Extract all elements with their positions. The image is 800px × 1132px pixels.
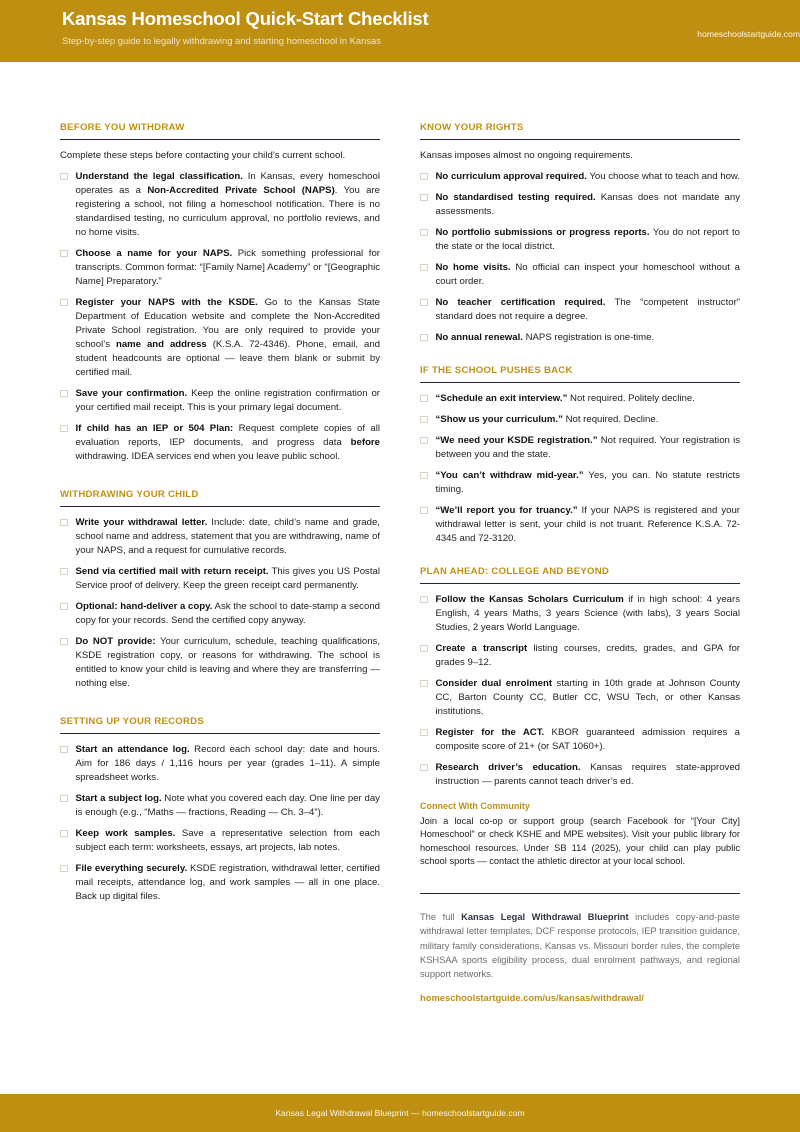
checklist-item-lead: No annual renewal. bbox=[435, 331, 523, 343]
checklist-item-text bbox=[436, 191, 741, 219]
right-column bbox=[420, 122, 740, 1003]
section-plan-ahead bbox=[420, 566, 740, 869]
checkbox-icon[interactable] bbox=[420, 645, 428, 653]
checklist-item[interactable] bbox=[60, 862, 380, 904]
section-if-the-school-pushes-back bbox=[420, 365, 740, 546]
checklist-item-text bbox=[436, 642, 741, 670]
checklist-item[interactable] bbox=[420, 261, 740, 289]
checklist-item[interactable] bbox=[420, 296, 740, 324]
checklist-item-text bbox=[436, 226, 741, 254]
checklist-item[interactable] bbox=[420, 761, 740, 789]
checkbox-icon[interactable] bbox=[60, 568, 68, 576]
checklist-item-text bbox=[76, 516, 381, 558]
checklist-item-lead: Choose a name for your NAPS. bbox=[75, 247, 233, 259]
header-site-url: homeschoolstartguide.com bbox=[697, 29, 800, 39]
checklist-item-body: Note what you covered each day. One line per day is enough (e.g., “Maths — fractions, Reading — Ch. 3–4”). bbox=[75, 792, 380, 818]
checklist-item-body: Ask the school to date-stamp a second copy for your records. Send the certified copy anyway. bbox=[75, 600, 380, 626]
spacer bbox=[420, 352, 740, 365]
checklist-item-text bbox=[436, 469, 741, 497]
checklist-item-lead: “Schedule an exit interview.” bbox=[435, 392, 568, 404]
checklist-item-body: KSDE registration, withdrawal letter, certified mail receipts, attendance log, and work samples — all in one place. Back up digital files. bbox=[75, 862, 380, 902]
left-column bbox=[60, 122, 380, 1003]
checklist-item-body: This gives you US Postal Service proof of delivery. Keep the green receipt card permanently. bbox=[75, 565, 380, 591]
checklist-item-lead: Register your NAPS with the KSDE. bbox=[75, 296, 258, 308]
checklist-item-lead: Keep work samples. bbox=[75, 827, 176, 839]
checkbox-icon[interactable] bbox=[420, 395, 428, 403]
closing-pre: The full bbox=[420, 911, 462, 922]
checklist-item-lead: Understand the legal classification. bbox=[75, 170, 243, 182]
checklist-item-lead: Start a subject log. bbox=[75, 792, 162, 804]
checklist bbox=[420, 392, 740, 546]
checklist-item-lead: Research driver’s education. bbox=[435, 761, 581, 773]
checkbox-icon[interactable] bbox=[60, 250, 68, 258]
checklist-item-lead: No home visits. bbox=[435, 261, 511, 273]
checklist-item[interactable] bbox=[420, 593, 740, 635]
checkbox-icon[interactable] bbox=[420, 229, 428, 237]
checklist-item-body: Go to the Kansas State Department of Education website and complete the Non-Accredited Private School registration. You are only required to provide your school’s bbox=[75, 296, 380, 350]
checklist-item-body: Yes, you can. No statute restricts timing. bbox=[435, 469, 740, 495]
checkbox-icon[interactable] bbox=[420, 194, 428, 202]
checklist-item-text bbox=[76, 635, 381, 691]
checklist-item-lead-2: Non-Accredited Private School (NAPS) bbox=[147, 184, 335, 196]
checklist-item-text bbox=[436, 504, 741, 546]
checklist-item-body: No official can inspect your homeschool without a court order. bbox=[435, 261, 740, 287]
checkbox-icon[interactable] bbox=[60, 746, 68, 754]
checklist-item[interactable] bbox=[420, 726, 740, 754]
checklist-item-lead: No teacher certification required. bbox=[435, 296, 606, 308]
checklist-item-body: Not required. Decline. bbox=[562, 413, 659, 425]
footer-text: Kansas Legal Withdrawal Blueprint — homeschoolstartguide.com bbox=[275, 1108, 525, 1118]
checkbox-icon[interactable] bbox=[60, 795, 68, 803]
page-footer bbox=[0, 1094, 800, 1132]
spacer bbox=[60, 698, 380, 716]
checklist-item-body: Your curriculum, schedule, teaching qualifications, KSDE registration copy, or reasons for withdrawing. The school is entitled to know your child is leaving and where they are transferring — nothing else. bbox=[75, 635, 381, 689]
section-intro: Kansas imposes almost no ongoing requirements. bbox=[420, 150, 633, 161]
checkbox-icon[interactable] bbox=[420, 680, 428, 688]
spacer bbox=[420, 553, 740, 566]
checklist-item-lead: Save your confirmation. bbox=[75, 387, 188, 399]
closing-paragraph bbox=[420, 910, 740, 982]
section-heading: KNOW YOUR RIGHTS bbox=[420, 122, 524, 133]
checklist-item-lead-2: before bbox=[350, 436, 380, 448]
checklist-item[interactable] bbox=[420, 642, 740, 670]
checkbox-icon[interactable] bbox=[420, 764, 428, 772]
checklist-item-body: Not required. Your registration is between you and the state. bbox=[435, 434, 741, 460]
checklist-item-text bbox=[436, 434, 741, 462]
section-setting-up-your-records bbox=[60, 716, 380, 904]
closing-divider bbox=[420, 893, 740, 894]
checklist-item-text bbox=[76, 827, 381, 855]
section-divider bbox=[60, 506, 380, 507]
checklist-item[interactable] bbox=[420, 469, 740, 497]
closing-bold: Kansas Legal Withdrawal Blueprint bbox=[461, 911, 629, 922]
checkbox-icon[interactable] bbox=[420, 437, 428, 445]
checkbox-icon[interactable] bbox=[60, 830, 68, 838]
checklist-item-body: Keep the online registration confirmation or your certified mail receipt. This is your primary legal document. bbox=[75, 387, 380, 413]
checkbox-icon[interactable] bbox=[60, 603, 68, 611]
section-know-your-rights bbox=[420, 122, 740, 345]
checklist bbox=[60, 170, 380, 464]
checklist-item[interactable] bbox=[420, 434, 740, 462]
checklist-item-body: if in high school: 4 years English, 4 years Maths, 3 years Science (with labs), 3 years Social Studies, 2 years World Language. bbox=[435, 593, 740, 633]
checklist-item-text bbox=[436, 170, 741, 184]
section-divider bbox=[60, 139, 380, 140]
page-title: Kansas Homeschool Quick-Start Checklist bbox=[62, 8, 429, 29]
checkbox-icon[interactable] bbox=[60, 390, 68, 398]
checkbox-icon[interactable] bbox=[420, 334, 428, 342]
checklist-item-lead: Optional: hand-deliver a copy. bbox=[75, 600, 213, 612]
checklist-item-body: Not required. Politely decline. bbox=[567, 392, 695, 404]
checklist-item[interactable] bbox=[60, 296, 380, 380]
checklist-item-text bbox=[76, 387, 381, 415]
checklist-item-lead: Write your withdrawal letter. bbox=[75, 516, 208, 528]
subsection-heading: Connect With Community bbox=[420, 800, 530, 811]
checkbox-icon[interactable] bbox=[60, 519, 68, 527]
checklist-item-lead: Register for the ACT. bbox=[435, 726, 545, 738]
checklist-item[interactable] bbox=[60, 422, 380, 464]
checklist-item-body: Kansas requires state-approved instruction — parents cannot teach driver’s ed. bbox=[435, 761, 741, 787]
checkbox-icon[interactable] bbox=[420, 507, 428, 515]
checklist-item[interactable] bbox=[420, 392, 740, 406]
checklist-item-body: If your NAPS is registered and your withdrawal letter is sent, your child is not truant. Reference K.S.A. 72-4345 and 72-3120. bbox=[435, 504, 740, 544]
checklist-item[interactable] bbox=[60, 516, 380, 558]
checklist-item-text bbox=[76, 600, 381, 628]
checklist-item-text bbox=[436, 593, 741, 635]
checklist-item[interactable] bbox=[60, 600, 380, 628]
checklist-item-lead: Do NOT provide: bbox=[75, 635, 156, 647]
checkbox-icon[interactable] bbox=[420, 416, 428, 424]
checklist-item[interactable] bbox=[60, 247, 380, 289]
checklist-item-lead: “Show us your curriculum.” bbox=[435, 413, 563, 425]
checklist-item-lead: No curriculum approval required. bbox=[435, 170, 587, 182]
spacer bbox=[60, 471, 380, 489]
checklist-item-text bbox=[436, 677, 741, 719]
checkbox-icon[interactable] bbox=[420, 729, 428, 737]
checklist-item-lead: Send via certified mail with return receipt. bbox=[75, 565, 269, 577]
checklist-item-body: In Kansas, every homeschool operates as a bbox=[75, 170, 380, 196]
checklist-item-text bbox=[436, 331, 741, 345]
checklist bbox=[420, 593, 740, 789]
checklist-item[interactable] bbox=[60, 827, 380, 855]
section-before-you-withdraw bbox=[60, 122, 380, 464]
checklist-item-body: Save a representative selection from each subject each term: worksheets, essays, art projects, lab notes. bbox=[75, 827, 380, 853]
checklist-item-lead: No portfolio submissions or progress reports. bbox=[435, 226, 650, 238]
checklist-item-lead: Follow the Kansas Scholars Curriculum bbox=[435, 593, 624, 605]
checklist-item-body: Kansas does not mandate any assessments. bbox=[435, 191, 740, 217]
checklist-item-body-2: (K.S.A. 72-4346). Phone, email, and student headcounts are optional — leave them blank or submit by certified mail. bbox=[75, 338, 381, 378]
page-header bbox=[0, 0, 800, 62]
checklist-item-text bbox=[76, 565, 381, 593]
checklist-item-text bbox=[76, 743, 381, 785]
checklist-item[interactable] bbox=[60, 743, 380, 785]
checklist-item-text bbox=[436, 261, 741, 289]
checkbox-icon[interactable] bbox=[420, 173, 428, 181]
checklist-item-lead: “You can’t withdraw mid-year.” bbox=[435, 469, 584, 481]
subsection-paragraph: Join a local co-op or support group (search Facebook for “[Your City] Homeschool” or check KSHE and MPE websites). Visit your public library for homeschool resources. Under SB 114 (2025), your child can play public school sports — contact the athletic director at your local school. bbox=[420, 815, 740, 867]
checklist-item-lead-2: name and address bbox=[115, 338, 207, 350]
checklist-item-lead: Consider dual enrolment bbox=[435, 677, 553, 689]
checklist-item[interactable] bbox=[420, 170, 740, 184]
checkbox-icon[interactable] bbox=[420, 299, 428, 307]
checklist-item[interactable] bbox=[60, 170, 380, 240]
checklist-item-body: Request complete copies of all evaluation reports, IEP documents, and progress data bbox=[75, 422, 380, 448]
checklist-item[interactable] bbox=[420, 226, 740, 254]
checklist-item-body: You do not report to the state or the local district. bbox=[435, 226, 740, 252]
checklist-item-text bbox=[436, 392, 741, 406]
checklist bbox=[420, 170, 740, 345]
checklist-item-lead: “We’ll report you for truancy.” bbox=[435, 504, 578, 516]
section-intro: Complete these steps before contacting your child’s current school. bbox=[60, 150, 346, 161]
checklist-item-body: NAPS registration is one-time. bbox=[522, 331, 655, 343]
section-divider bbox=[420, 382, 740, 383]
checklist-item-body: listing courses, credits, grades, and GPA for grades 9–12. bbox=[435, 642, 740, 668]
checkbox-icon[interactable] bbox=[60, 425, 68, 433]
checklist-item-text bbox=[436, 761, 741, 789]
checklist-item-lead: If child has an IEP or 504 Plan: bbox=[75, 422, 234, 434]
checklist-item-lead: Start an attendance log. bbox=[75, 743, 190, 755]
closing-link[interactable]: homeschoolstartguide.com/us/kansas/withdrawal/ bbox=[420, 991, 645, 1003]
checkbox-icon[interactable] bbox=[60, 173, 68, 181]
section-withdrawing-your-child bbox=[60, 489, 380, 691]
section-divider bbox=[420, 583, 740, 584]
checklist-item-body: KBOR guaranteed admission requires a composite score of 21+ (or SAT 1060+). bbox=[435, 726, 740, 752]
checkbox-icon[interactable] bbox=[60, 638, 68, 646]
section-heading: SETTING UP YOUR RECORDS bbox=[60, 715, 204, 727]
section-heading: BEFORE YOU WITHDRAW bbox=[60, 122, 185, 133]
header-inner bbox=[62, 8, 750, 46]
checklist bbox=[60, 516, 380, 691]
checkbox-icon[interactable] bbox=[420, 596, 428, 604]
checklist-item-body: Record each school day: date and hours. Aim for 186 days / 1,116 hours per year (grades 1–11). A simple spreadsheet works. bbox=[75, 743, 380, 783]
section-heading: WITHDRAWING YOUR CHILD bbox=[60, 488, 199, 500]
checklist-item-text bbox=[76, 170, 381, 240]
checkbox-icon[interactable] bbox=[60, 299, 68, 307]
checklist-item-lead: No standardised testing required. bbox=[435, 191, 596, 203]
checklist-item[interactable] bbox=[420, 413, 740, 427]
checklist-item[interactable] bbox=[60, 565, 380, 593]
checklist-item-body: You choose what to teach and how. bbox=[586, 170, 740, 182]
checklist-item[interactable] bbox=[420, 331, 740, 345]
checklist-item-body: The “competent instructor” standard does not require a degree. bbox=[435, 296, 740, 322]
checklist-item[interactable] bbox=[60, 635, 380, 691]
checklist-item-lead: “We need your KSDE registration.” bbox=[435, 434, 598, 446]
section-heading: IF THE SCHOOL PUSHES BACK bbox=[420, 364, 573, 376]
page-body bbox=[0, 62, 800, 1003]
checklist-item-text bbox=[76, 296, 381, 380]
checklist-item[interactable] bbox=[60, 792, 380, 820]
checklist-item-lead: File everything securely. bbox=[75, 862, 188, 874]
checklist-item[interactable] bbox=[420, 677, 740, 719]
checklist-item-text bbox=[76, 247, 381, 289]
checklist-item-body-2: withdrawing. IDEA services end when you leave public school. bbox=[75, 450, 341, 462]
checklist-item-text bbox=[76, 422, 381, 464]
page-subtitle: Step-by-step guide to legally withdrawing and starting homeschool in Kansas bbox=[62, 35, 381, 47]
section-divider bbox=[60, 733, 380, 734]
section-heading: PLAN AHEAD: COLLEGE AND BEYOND bbox=[420, 565, 610, 577]
checklist-item-lead: Create a transcript bbox=[435, 642, 528, 654]
checklist-item[interactable] bbox=[60, 387, 380, 415]
checklist-item[interactable] bbox=[420, 504, 740, 546]
checkbox-icon[interactable] bbox=[420, 264, 428, 272]
checkbox-icon[interactable] bbox=[60, 865, 68, 873]
checklist-item-body: starting in 10th grade at Johnson County CC, Barton County CC, Butler CC, WSU Tech, or other Kansas institutions. bbox=[435, 677, 741, 717]
checklist-item-text bbox=[76, 862, 381, 904]
checklist bbox=[60, 743, 380, 904]
checklist-item-body-2: . You are registering a school, not filing a homeschool notification. There is no standardised testing, no curriculum approval, no portfolio reviews, and no home visits. bbox=[75, 184, 380, 238]
checklist-item-text bbox=[436, 296, 741, 324]
checklist-item-body: Pick something professional for transcripts. Common format: “[Family Name] Academy” or “[Geographic Name] Preparatory.” bbox=[75, 247, 380, 287]
checklist-item-text bbox=[436, 413, 741, 427]
checklist-item-text bbox=[76, 792, 381, 820]
two-column-layout bbox=[0, 62, 800, 1003]
checkbox-icon[interactable] bbox=[420, 472, 428, 480]
checklist-item-text bbox=[436, 726, 741, 754]
section-divider bbox=[420, 139, 740, 140]
checklist-item[interactable] bbox=[420, 191, 740, 219]
checklist-item-body: Include: date, child’s name and grade, school name and address, statement that you are withdrawing, name of your NAPS, and a request for cumulative records. bbox=[75, 516, 380, 556]
closing-post: includes copy-and-paste withdrawal letter templates, DCF response protocols, IEP transition guidance, military family considerations, Kansas vs. Missouri border rules, the complete KSHSAA sports eligibility process, dual enrolment pathways, and regional support networks. bbox=[420, 911, 740, 980]
